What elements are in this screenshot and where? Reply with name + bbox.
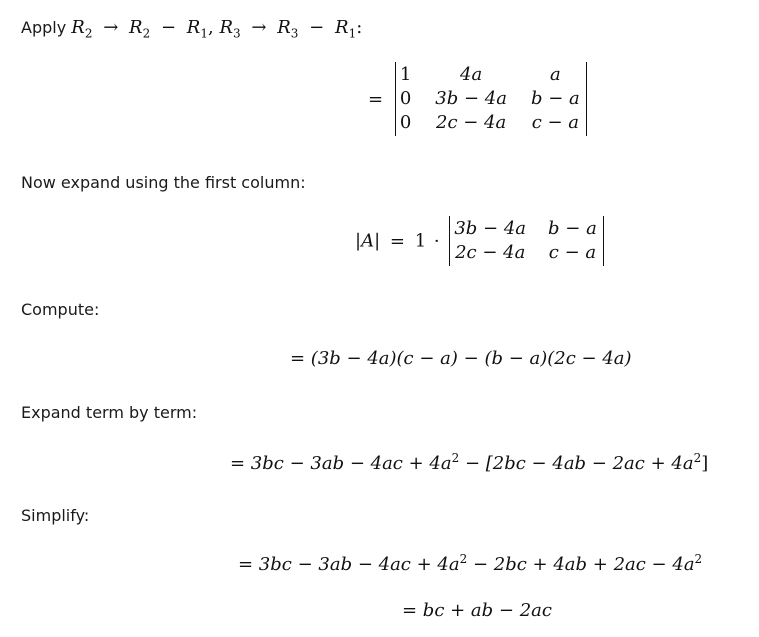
op1-target-sub: 2 [84,26,93,41]
determinant-3x3 [395,62,587,136]
simplify-equation [238,552,702,575]
op1-a: R [129,17,143,38]
matrix-cell: b − a [530,88,580,109]
expanded-product-equation: = (3b − 4a)(c − a) − (b − a)(2c − 4a) [290,348,632,369]
final-result-equation: = bc + ab − 2ac [402,600,552,621]
op1-a-sub: 2 [142,26,151,41]
op2-target: R [219,17,234,38]
eq4-part2: − [2bc − 4ab − 2ac + 4a [459,453,694,474]
matrix-cell: 3b − 4a [454,218,527,239]
step-label-expand: Now expand using the first column: [21,173,306,192]
eq5-part1: = 3bc − 3ab − 4ac + 4a [238,554,460,575]
matrix-cell: 1 [399,64,412,85]
cofactor-expansion [355,216,604,266]
matrix-cell: c − a [548,242,597,263]
matrix-cell: 2c − 4a [436,112,507,133]
eq5-exponent: 2 [459,552,468,566]
det-lhs: |A| [355,230,381,252]
op2-arrow: → [251,17,267,38]
matrix-cell: a [549,64,561,85]
op2-a: R [277,17,291,38]
op2-a-sub: 3 [290,26,299,41]
intro-word: Apply [21,18,67,37]
term-expansion-equation [230,451,708,474]
op1-b-sub: 1 [200,26,208,41]
eq4-exponent: 2 [693,451,702,465]
matrix-cell: 2c − 4a [455,242,526,263]
matrix-cell: 0 [399,88,412,109]
matrix-cell: 0 [399,112,412,133]
op-comma: , [208,17,214,38]
matrix-cell: c − a [531,112,580,133]
eq4-exponent: 2 [451,451,460,465]
op1-target: R [71,17,85,38]
op2-target-sub: 3 [233,26,241,41]
eq4-close-bracket: ] [701,453,709,474]
op1-b: R [186,17,201,38]
intro-line [21,17,362,41]
dot-operator: · [433,230,440,252]
determinant-2x2 [449,216,603,266]
equals-sign: = [368,88,384,110]
eq4-part1: = 3bc − 3ab − 4ac + 4a [230,453,452,474]
op1-minus: − [160,17,177,38]
step-label-compute: Compute: [21,300,100,319]
coefficient: 1 [414,230,427,252]
step-label-simplify: Simplify: [21,506,90,525]
row-ops-formula [71,17,363,41]
op2-minus: − [309,17,325,38]
op-colon: : [356,17,363,38]
op1-arrow: → [103,17,119,38]
op2-b-sub: 1 [348,26,357,41]
op2-b: R [335,17,349,38]
eq5-part2: − 2bc + 4ab + 2ac − 4a [467,554,695,575]
step-label-expand-terms: Expand term by term: [21,403,198,422]
matrix-cell: b − a [548,218,597,239]
row-reduced-determinant [368,62,587,136]
matrix-cell: 3b − 4a [435,88,507,109]
matrix-cell: 4a [460,64,483,85]
eq5-exponent: 2 [694,552,703,566]
equals-sign: = [389,230,405,252]
